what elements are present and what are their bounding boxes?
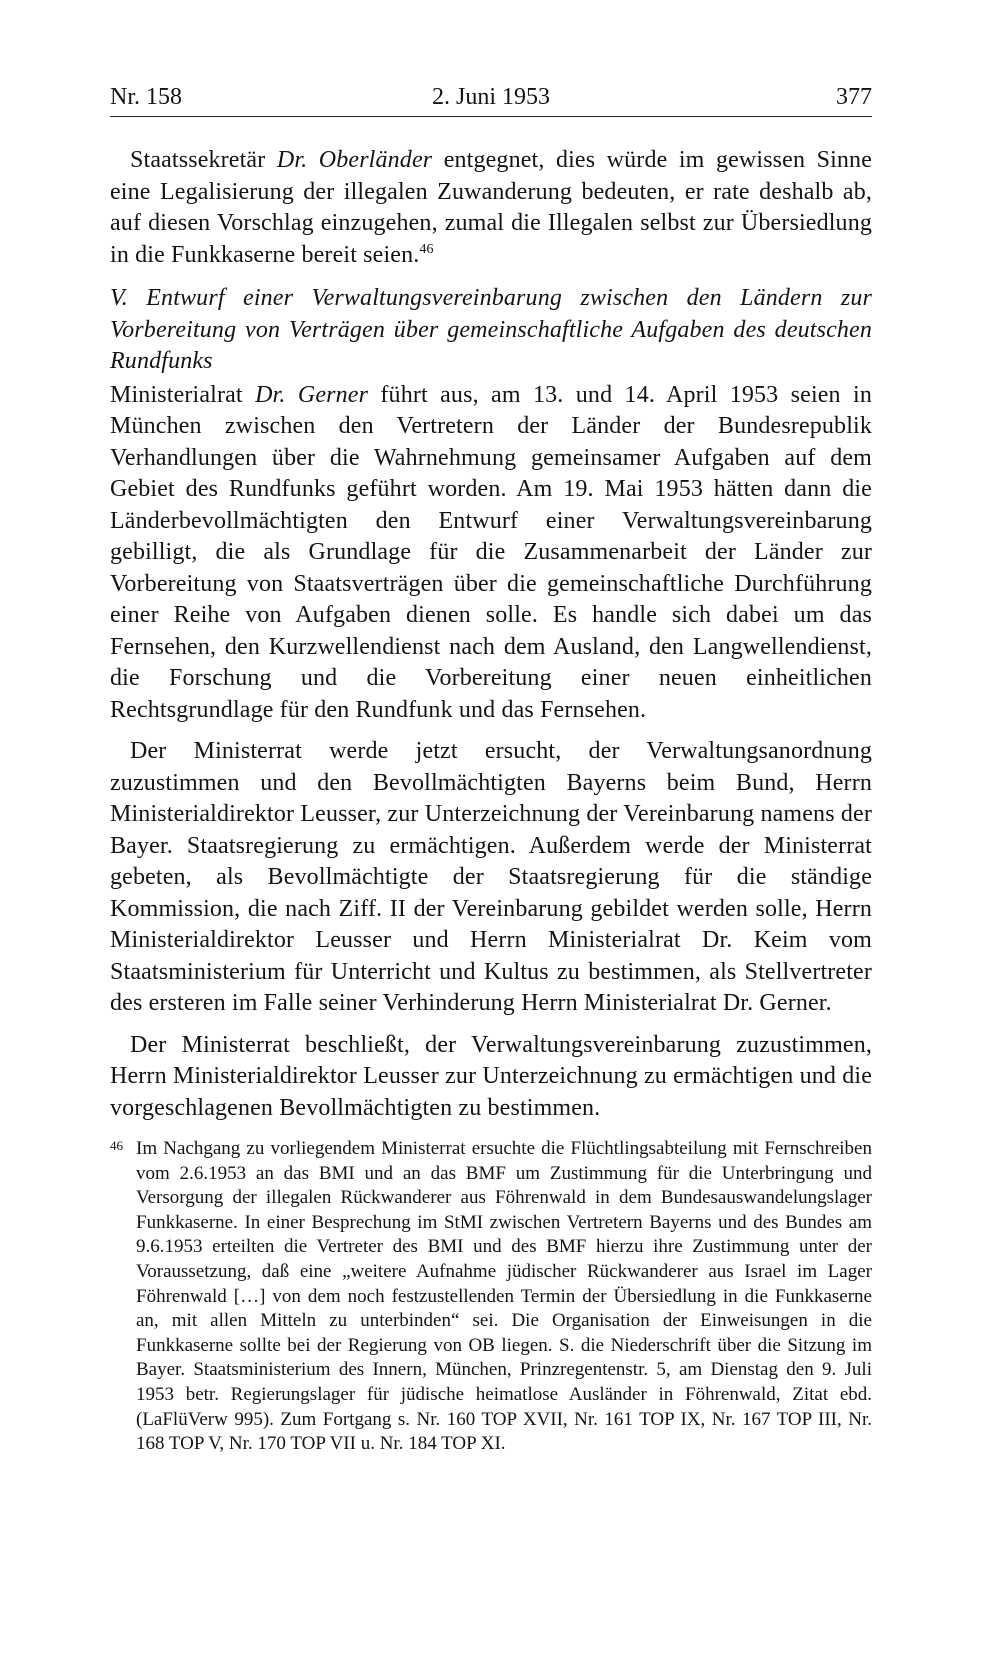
document-number: Nr. 158 xyxy=(110,84,182,110)
speaker-name-oberlaender: Dr. Oberländer xyxy=(276,147,433,173)
agenda-item-heading: V. Entwurf einer Verwaltungsvereinbarung zwischen den Ländern zur Vorbereitung von Verträgen über gemeinschaftliche Aufgaben des deutschen Rundfunks xyxy=(110,285,872,374)
paragraph-oberlaender xyxy=(110,145,872,271)
speaker-name-gerner: Dr. Gerner xyxy=(255,381,369,408)
footnote-number: 46 xyxy=(110,1138,123,1153)
footnote xyxy=(110,1137,872,1457)
header-date: 2. Juni 1953 xyxy=(431,84,550,110)
footnote-reference[interactable]: 46 xyxy=(419,241,434,257)
paragraph-request: Der Ministerrat werde jetzt ersucht, der Verwaltungsanordnung zuzustimmen und den Bevollmächtigten Bayerns beim Bund, Herrn Ministerialdirektor Leusser, zur Unterzeichnung der Vereinbarung namens der Bayer. Staatsregierung zu ermächtigen. Außerdem werde der Ministerrat gebeten, als Bevollmächtigte der Staatsregierung für die ständige Kommission, die nach Ziff. II der Vereinbarung gebildet werden solle, Herrn Ministerialdirektor Leusser und Herrn Ministerialrat Dr. Keim vom Staatsministerium für Unterricht und Kultus zu bestimmen, als Stellvertreter des ersteren im Falle seiner Verhinderung Herrn Ministerialrat Dr. Gerner. xyxy=(110,738,872,1016)
page-number: 377 xyxy=(836,84,872,110)
paragraph-resolution: Der Ministerrat beschließt, der Verwaltungsvereinbarung zuzustimmen, Herrn Ministerialdirektor Leusser zur Unterzeichnung zu ermächtigen und die vorgeschlagenen Bevollmächtigten zu bestimmen. xyxy=(110,1031,872,1121)
paragraph-gerner xyxy=(110,380,872,727)
footnote-text: Im Nachgang zu vorliegendem Ministerrat ersuchte die Flüchtlingsabteilung mit Fernschreiben vom 2.6.1953 an das BMI und an das BMF um Zustimmung für die Unterbringung und Versorgung der illegalen Rückwanderer aus Föhrenwald in dem Bundesauswandelungslager Funkkaserne. In einer Besprechung im StMI zwischen Vertretern Bayerns und des Bundes am 9.6.1953 erteilten die Vertreter des BMI und des BMF hierzu ihre Zustimmung unter der Voraussetzung, daß eine „weitere Aufnahme jüdischer Rückwanderer aus Israel im Lager Föhrenwald […] von dem noch festzustellenden Termin der Übersiedlung in die Funkkaserne an, mit allen Mitteln zu unterbinden“ sei. Die Organisation der Einweisungen in die Funkkaserne sollte bei der Regierung von OB liegen. S. die Niederschrift über die Sitzung im Bayer. Staatsministerium des Innern, München, Prinzregentenstr. 5, am Dienstag den 9. Juli 1953 betr. Regierungslager für jüdische heimatlose Ausländer in Föhrenwald, Zitat ebd. (LaFlüVerw 995). Zum Fortgang s. Nr. 160 TOP XVII, Nr. 161 TOP IX, Nr. 167 TOP III, Nr. 168 TOP V, Nr. 170 TOP VII u. Nr. 184 TOP XI. xyxy=(136,1138,872,1455)
running-header xyxy=(110,84,872,117)
paragraph-gerner-prefix: Ministerialrat xyxy=(110,381,256,408)
main-text xyxy=(110,145,872,1124)
paragraph-oberlaender-prefix: Staatssekretär xyxy=(130,147,277,173)
paragraph-gerner-text: führt aus, am 13. und 14. April 1953 seien in München zwischen den Vertretern der Länder der Bundesrepublik Verhandlungen über die Wahrnehmung gemeinsamer Aufgaben auf dem Gebiet des Rundfunks geführt worden. Am 19. Mai 1953 hätten dann die Länderbevollmächtigten den Entwurf einer Verwaltungsvereinbarung gebilligt, die als Grundlage für die Zusammenarbeit der Länder zur Vorbereitung von Staatsverträgen über die gemeinschaftliche Durchführung einer Reihe von Aufgaben dienen solle. Es handle sich dabei um das Fernsehen, den Kurzwellendienst nach dem Ausland, den Langwellendienst, die Forschung und die Vorbereitung einer neuen einheitlichen Rechtsgrundlage für den Rundfunk und das Fernsehen. xyxy=(110,381,873,723)
paragraph-oberlaender-text: entgegnet, dies würde im gewissen Sinne eine Legalisierung der illegalen Zuwanderung bedeuten, er rate deshalb ab, auf diesen Vorschlag einzugehen, zumal die Illegalen selbst zur Übersiedlung in die Funkkaserne bereit seien. xyxy=(110,147,872,268)
